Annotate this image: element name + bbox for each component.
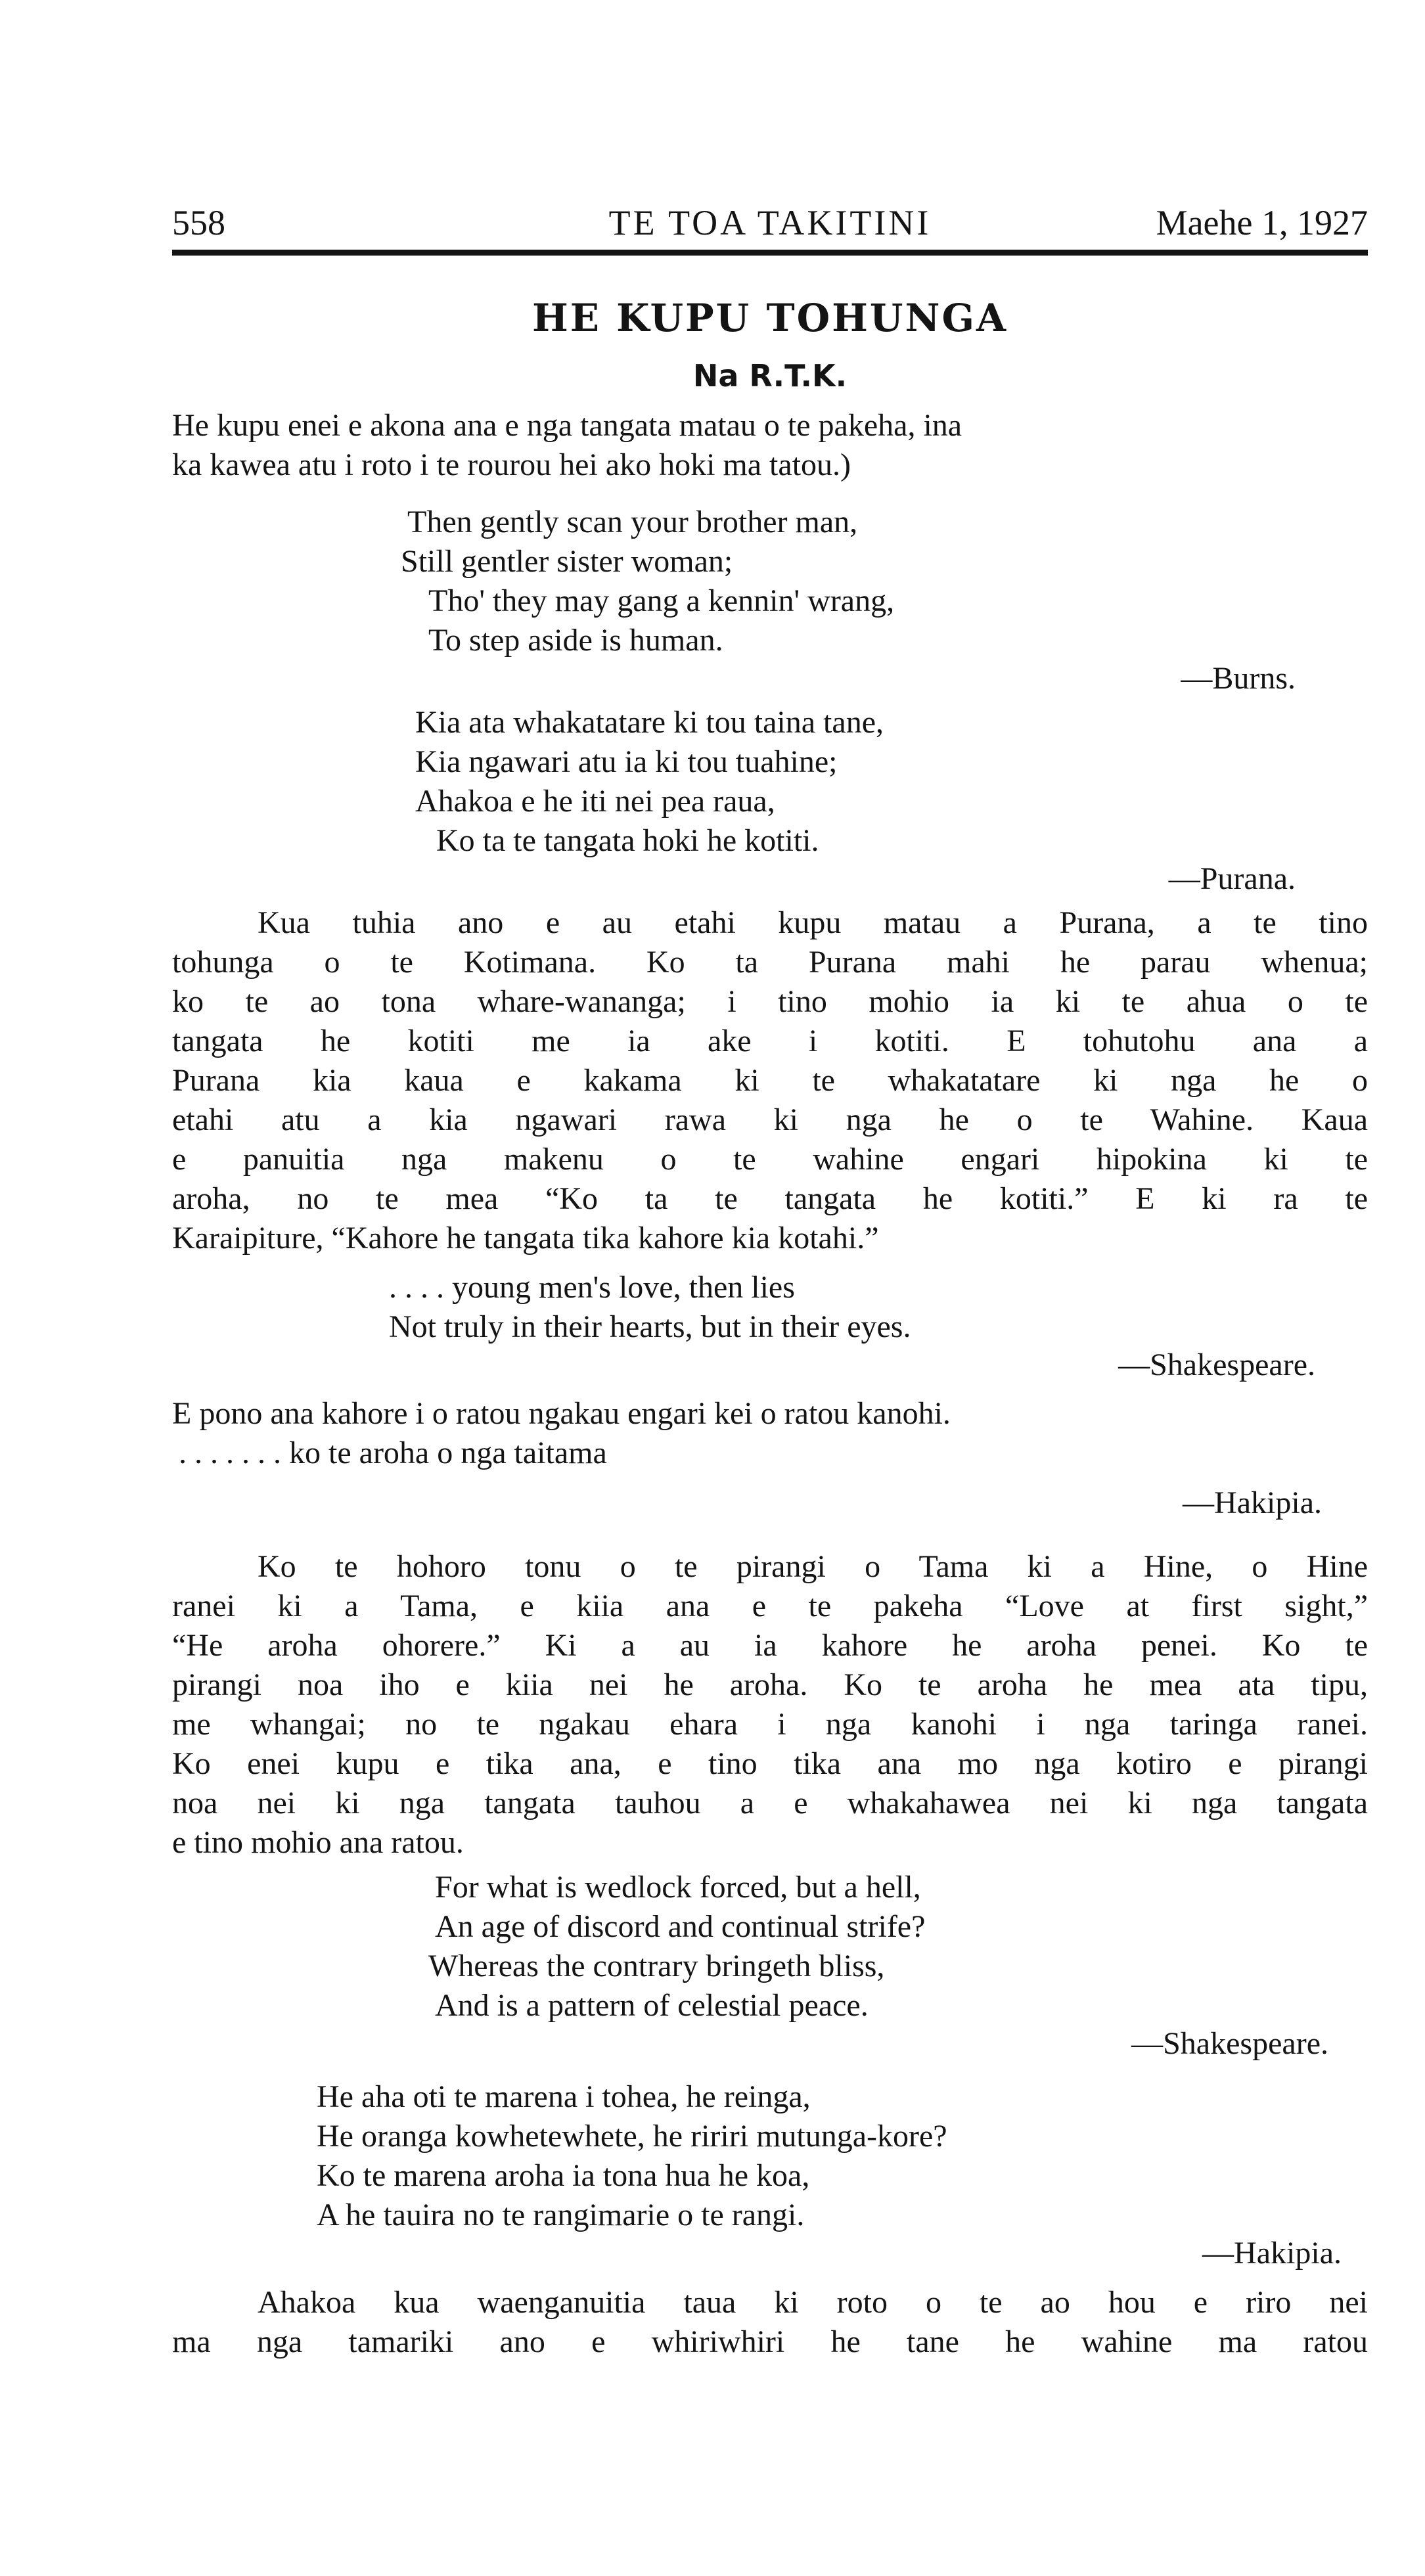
text-line: Karaipiture, “Kahore he tangata tika kahore kia kotahi.” <box>172 1221 879 1255</box>
shakespeare-attribution-2: —Shakespeare. <box>1131 2026 1328 2061</box>
verse-line: An age of discord and continual strife? <box>435 1909 926 1944</box>
text-line: Ahakoa kua waenganuitia taua ki roto o te ao hou e riro nei <box>258 2285 1368 2320</box>
page <box>172 197 1368 2536</box>
text-line: etahi atu a kia ngawari rawa ki nga he o te Wahine. Kaua <box>172 1102 1368 1137</box>
text-line: tohunga o te Kotimana. Ko ta Purana mahi he parau whenua; <box>172 945 1368 980</box>
article-title: HE KUPU TOHUNGA <box>532 296 1008 340</box>
verse-line: Ko ta te tangata hoki he kotiti. <box>436 823 819 858</box>
verse-line: A he tauira no te rangimarie o te rangi. <box>317 2198 805 2232</box>
text-line: ka kawea atu i roto i te rourou hei ako hoki ma tatou.) <box>172 447 851 482</box>
issue-date: Maehe 1, 1927 <box>1156 203 1368 242</box>
verse-line: Kia ngawari atu ia ki tou tuahine; <box>415 744 838 779</box>
paragraph-love <box>172 1547 1368 1863</box>
intro-paragraph <box>172 406 1368 485</box>
text-line: tangata he kotiti me ia ake i kotiti. E tohutohu ana a <box>172 1024 1368 1058</box>
journal-title: TE TOA TAKITINI <box>608 203 932 242</box>
shakespeare-verse-1 <box>389 1268 911 1347</box>
burns-verse <box>401 503 895 660</box>
text-line: Kua tuhia ano e au etahi kupu matau a Purana, a te tino <box>258 905 1368 940</box>
purana-attribution: —Purana. <box>1168 861 1296 896</box>
verse-line: . . . . young men's love, then lies <box>389 1270 795 1305</box>
verse-line: Whereas the contrary bringeth bliss, <box>428 1949 885 1983</box>
text-line: me whangai; no te ngakau ehara i nga kanohi i nga taringa ranei. <box>172 1707 1368 1742</box>
translation-1 <box>172 1394 951 1473</box>
hakipia-attribution-2: —Hakipia. <box>1202 2236 1342 2271</box>
verse-line: He oranga kowhetewhete, he ririri mutunga-kore? <box>317 2119 947 2154</box>
verse-line: And is a pattern of celestial peace. <box>435 1988 869 2023</box>
verse-line: Ko te marena aroha ia tona hua he koa, <box>317 2158 810 2193</box>
header-rule <box>172 250 1368 256</box>
text-line: “He aroha ohorere.” Ki a au ia kahore he aroha penei. Ko te <box>172 1628 1368 1663</box>
text-line: He kupu enei e akona ana e nga tangata matau o te pakeha, ina <box>172 408 962 443</box>
paragraph-modern <box>172 2283 1368 2362</box>
running-header <box>172 197 1368 256</box>
verse-line: For what is wedlock forced, but a hell, <box>435 1870 921 1905</box>
verse-line: Still gentler sister woman; <box>401 544 733 579</box>
text-line: ranei ki a Tama, e kiia ana e te pakeha “Love at first sight,” <box>172 1589 1368 1623</box>
verse-line: Then gently scan your brother man, <box>407 505 858 539</box>
text-line: Ko enei kupu e tika ana, e tino tika ana mo nga kotiro e pirangi <box>172 1746 1368 1781</box>
hakipia-attribution-1: —Hakipia. <box>1183 1485 1322 1520</box>
verse-line: To step aside is human. <box>428 623 723 658</box>
article-byline: Na R.T.K. <box>692 358 848 394</box>
text-line: . . . . . . . ko te aroha o nga taitama <box>179 1435 607 1470</box>
verse-line: Not truly in their hearts, but in their eyes. <box>389 1309 911 1344</box>
text-line: aroha, no te mea “Ko ta te tangata he kotiti.” E ki ra te <box>172 1181 1368 1216</box>
page-number: 558 <box>172 203 225 242</box>
text-line: Ko te hohoro tonu o te pirangi o Tama ki a Hine, o Hine <box>258 1549 1368 1584</box>
shakespeare-attribution-1: —Shakespeare. <box>1118 1347 1315 1382</box>
shakespeare-verse-2 <box>428 1868 926 2025</box>
verse-line: Ahakoa e he iti nei pea raua, <box>415 784 775 819</box>
verse-line: Kia ata whakatatare ki tou taina tane, <box>415 705 884 740</box>
verse-line: He aha oti te marena i tohea, he reinga, <box>317 2079 811 2114</box>
text-line: pirangi noa iho e kiia nei he aroha. Ko te aroha he mea ata tipu, <box>172 1667 1368 1702</box>
paragraph-purana <box>172 903 1368 1258</box>
text-line: Purana kia kaua e kakama ki te whakatatare ki nga he o <box>172 1063 1368 1098</box>
text-line: e tino mohio ana ratou. <box>172 1825 464 1860</box>
text-line: noa nei ki nga tangata tauhou a e whakahawea nei ki nga tangata <box>172 1786 1368 1820</box>
purana-verse <box>415 703 884 861</box>
text-line: e panuitia nga makenu o te wahine engari hipokina ki te <box>172 1142 1368 1177</box>
hakipia-verse-2 <box>317 2077 947 2235</box>
text-line: ma nga tamariki ano e whiriwhiri he tane he wahine ma ratou <box>172 2324 1368 2359</box>
verse-line: Tho' they may gang a kennin' wrang, <box>428 583 895 618</box>
text-line: E pono ana kahore i o ratou ngakau engari kei o ratou kanohi. <box>172 1396 951 1431</box>
text-line: ko te ao tona whare-wananga; i tino mohio ia ki te ahua o te <box>172 984 1368 1019</box>
burns-attribution: —Burns. <box>1181 661 1296 696</box>
